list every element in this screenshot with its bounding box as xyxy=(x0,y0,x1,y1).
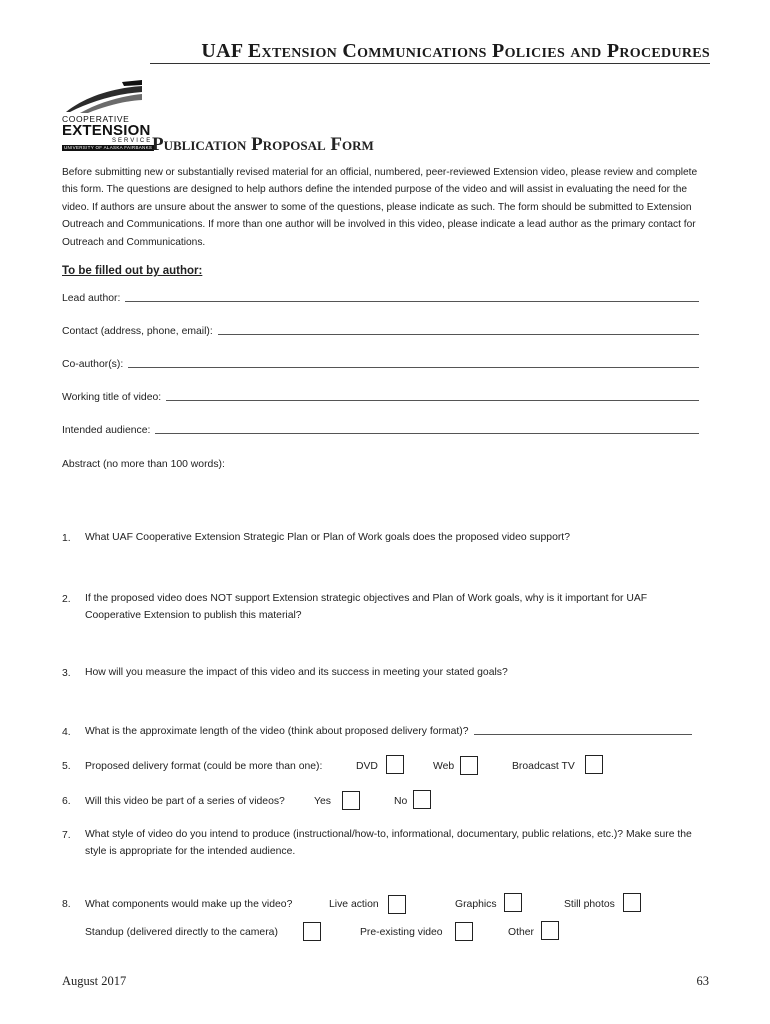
yes-checkbox[interactable] xyxy=(342,791,360,810)
graphics-label: Graphics xyxy=(455,899,497,910)
coauthors-label: Co-author(s): xyxy=(62,359,124,370)
audience-field[interactable] xyxy=(62,420,699,436)
intro-paragraph xyxy=(62,164,712,251)
section-heading: To be filled out by author: xyxy=(62,265,203,277)
no-label: No xyxy=(394,796,408,807)
video-length-line[interactable] xyxy=(474,734,692,735)
question-8-number: 8. xyxy=(62,899,71,910)
web-checkbox[interactable] xyxy=(460,756,478,775)
cooperative-extension-logo xyxy=(62,80,152,152)
form-title: Publication Proposal Form xyxy=(152,134,374,155)
coauthors-line[interactable] xyxy=(128,367,699,368)
question-4-text: What is the approximate length of the video (think about proposed delivery format)? xyxy=(85,726,469,737)
question-3-text: How will you measure the impact of this video and its success in meeting your stated goals? xyxy=(85,667,508,678)
web-label: Web xyxy=(433,761,455,772)
standup-checkbox[interactable] xyxy=(303,922,321,941)
working-title-field[interactable] xyxy=(62,387,699,403)
other-checkbox[interactable] xyxy=(541,921,559,940)
lead-author-field[interactable] xyxy=(62,288,699,304)
abstract-label: Abstract (no more than 100 words): xyxy=(62,459,225,470)
still-photos-checkbox[interactable] xyxy=(623,893,641,912)
header-rule xyxy=(150,63,710,64)
dvd-checkbox[interactable] xyxy=(386,755,404,774)
working-title-label: Working title of video: xyxy=(62,392,162,403)
live-action-label: Live action xyxy=(329,899,379,910)
intro-text: Before submitting new or substantially revised material for an official, numbered, peer-reviewed Extension video, please review and complete this form. The questions are designed to help authors define the intended purpose of the video and will assist in evaluating the need for the video. If authors are unsure about the answer to some of the questions, please indicate as such. The form should be submitted to Extension Outreach and Communications. If more than one author will be involved in this video, please indicate a lead author as the primary contact for Outreach and Communications. xyxy=(62,167,698,248)
broadcast-tv-label: Broadcast TV xyxy=(512,761,575,772)
video-length-field[interactable] xyxy=(85,721,692,737)
logo-line-service: SERVICE xyxy=(112,138,153,144)
question-4-number: 4. xyxy=(62,727,71,738)
preexisting-video-label: Pre-existing video xyxy=(360,927,443,938)
contact-field[interactable] xyxy=(62,321,699,337)
audience-label: Intended audience: xyxy=(62,425,151,436)
contact-label: Contact (address, phone, email): xyxy=(62,326,213,337)
footer-date: August 2017 xyxy=(62,974,127,988)
question-6-number: 6. xyxy=(62,796,71,807)
question-6-text: Will this video be part of a series of videos? xyxy=(85,796,285,807)
dvd-label: DVD xyxy=(356,761,378,772)
coauthors-field[interactable] xyxy=(62,354,699,370)
broadcast-tv-checkbox[interactable] xyxy=(585,755,603,774)
question-2-number: 2. xyxy=(62,594,71,605)
question-7-number: 7. xyxy=(62,830,71,841)
page-number: 63 xyxy=(696,974,709,988)
question-7-text: What style of video do you intend to produce (instructional/how-to, informational, documentary, public relations, etc.)? Make sure the style is appropriate for the intended audience. xyxy=(85,829,692,857)
logo-line-university: UNIVERSITY OF ALASKA FAIRBANKS xyxy=(64,145,153,150)
still-photos-label: Still photos xyxy=(564,899,615,910)
logo-line-extension: EXTENSION xyxy=(62,122,151,139)
logo-swoosh-icon xyxy=(62,80,146,116)
other-label: Other xyxy=(508,927,534,938)
question-1-number: 1. xyxy=(62,533,71,544)
live-action-checkbox[interactable] xyxy=(388,895,406,914)
logo-line-cooperative: COOPERATIVE xyxy=(62,114,130,124)
lead-author-line[interactable] xyxy=(125,301,699,302)
no-checkbox[interactable] xyxy=(413,790,431,809)
question-8-text: What components would make up the video? xyxy=(85,899,293,910)
working-title-line[interactable] xyxy=(166,400,699,401)
standup-label: Standup (delivered directly to the camera) xyxy=(85,927,278,938)
audience-line[interactable] xyxy=(155,433,699,434)
question-3-number: 3. xyxy=(62,668,71,679)
yes-label: Yes xyxy=(314,796,331,807)
question-2-text: If the proposed video does NOT support Extension strategic objectives and Plan of Work goals, why is it important for UAF Cooperative Extension to publish this material? xyxy=(85,593,648,621)
graphics-checkbox[interactable] xyxy=(504,893,522,912)
question-5-number: 5. xyxy=(62,761,71,772)
contact-line[interactable] xyxy=(218,334,699,335)
preexisting-video-checkbox[interactable] xyxy=(455,922,473,941)
lead-author-label: Lead author: xyxy=(62,293,121,304)
question-5-text: Proposed delivery format (could be more than one): xyxy=(85,761,323,772)
document-header-title: UAF Extension Communications Policies and Procedures xyxy=(201,40,710,62)
question-1-text: What UAF Cooperative Extension Strategic Plan or Plan of Work goals does the proposed video support? xyxy=(85,532,570,543)
